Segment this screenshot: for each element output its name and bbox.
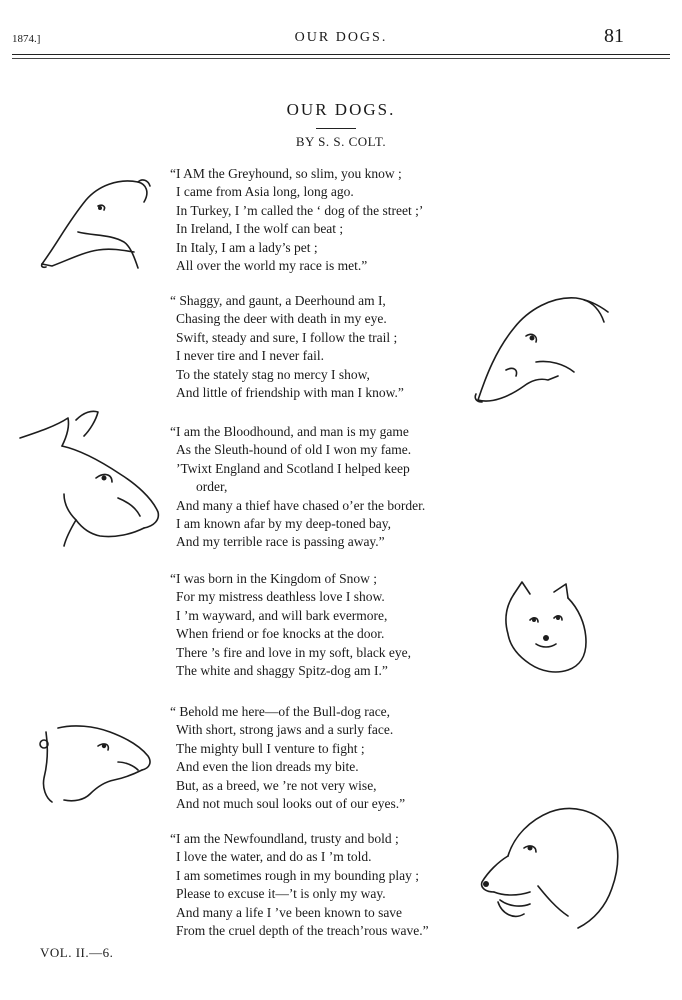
stanza-newfoundland [170,830,429,940]
verse-line: In Italy, I am a lady’s pet ; [176,239,318,255]
verse-line: From the cruel depth of the treach’rous wave.” [176,923,429,939]
bloodhound-head-sketch-icon [16,408,166,548]
stanza-spitz [170,570,412,680]
verse-line: Chasing the deer with death in my eye. [176,311,387,327]
verse-line: I never tire and I never fail. [176,348,325,364]
verse-line: As the Sleuth-hound of old I won my fame. [176,442,412,458]
verse-line: Swift, steady and sure, I follow the trail ; [176,329,398,345]
verse-line: For my mistress deathless love I show. [176,589,385,605]
title-divider [316,128,356,129]
verse-line: “I AM the Greyhound, so slim, you know ; [170,166,402,181]
header-year: 1874.] [12,33,41,45]
verse-line: There ’s fire and love in my soft, black eye, [176,644,412,660]
newfoundland-head-sketch-icon [478,796,623,941]
deerhound-head-sketch-icon [466,290,616,410]
spitz-head-sketch-icon [500,580,590,680]
verse-line: I am known afar by my deep-toned bay, [176,516,392,532]
verse-line: With short, strong jaws and a surly face. [176,722,394,738]
poem-title: OUR DOGS. [286,100,396,119]
stanza-deerhound [170,292,404,402]
stanza-bulldog [170,703,406,813]
verse-line: In Turkey, I ’m called the ‘ dog of the street ;’ [176,202,424,218]
verse-line: And even the lion dreads my bite. [176,759,359,775]
greyhound-head-sketch-icon [38,172,153,277]
verse-line: ’Twixt England and Scotland I helped keep [176,460,410,476]
verse-line: The white and shaggy Spitz-dog am I.” [176,663,388,679]
verse-line: And my terrible race is passing away.” [176,534,385,550]
verse-line: I love the water, and do as I ’m told. [176,849,372,865]
volume-footer: VOL. II.—6. [40,945,114,960]
verse-line: And not much soul looks out of our eyes.” [176,796,406,812]
header-rule-thin [12,58,670,59]
verse-line: I am sometimes rough in my bounding play ; [176,867,419,883]
header-rule [12,54,670,55]
verse-line: “I am the Newfoundland, trusty and bold ; [170,831,399,846]
bulldog-head-sketch-icon [38,722,158,807]
verse-line: I ’m wayward, and will bark evermore, [176,607,388,623]
verse-line: And many a life I ’ve been known to save [176,904,403,920]
verse-line: The mighty bull I venture to fight ; [176,740,365,756]
verse-line: In Ireland, I the wolf can beat ; [176,221,344,237]
running-title: OUR DOGS. [294,30,388,45]
verse-line: “I was born in the Kingdom of Snow ; [170,571,377,586]
verse-line: “I am the Bloodhound, and man is my game [170,424,409,439]
verse-line: All over the world my race is met.” [176,258,368,274]
verse-line: Please to excuse it—’t is only my way. [176,886,386,902]
page-number: 81 [604,25,624,47]
verse-line: To the stately stag no mercy I show, [176,366,370,382]
verse-line: order, [196,479,228,495]
verse-line: When friend or foe knocks at the door. [176,626,385,642]
verse-line: And many a thief have chased o’er the border. [176,497,426,513]
verse-line: I came from Asia long, long ago. [176,184,354,200]
verse-line: “ Shaggy, and gaunt, a Deerhound am I, [170,293,386,308]
stanza-bloodhound [170,423,426,552]
stanza-greyhound [170,165,424,275]
verse-line: “ Behold me here—of the Bull-dog race, [170,704,391,719]
poem-byline: BY S. S. COLT. [295,134,387,149]
verse-line: And little of friendship with man I know.” [176,385,404,401]
verse-line: But, as a breed, we ’re not very wise, [176,777,377,793]
